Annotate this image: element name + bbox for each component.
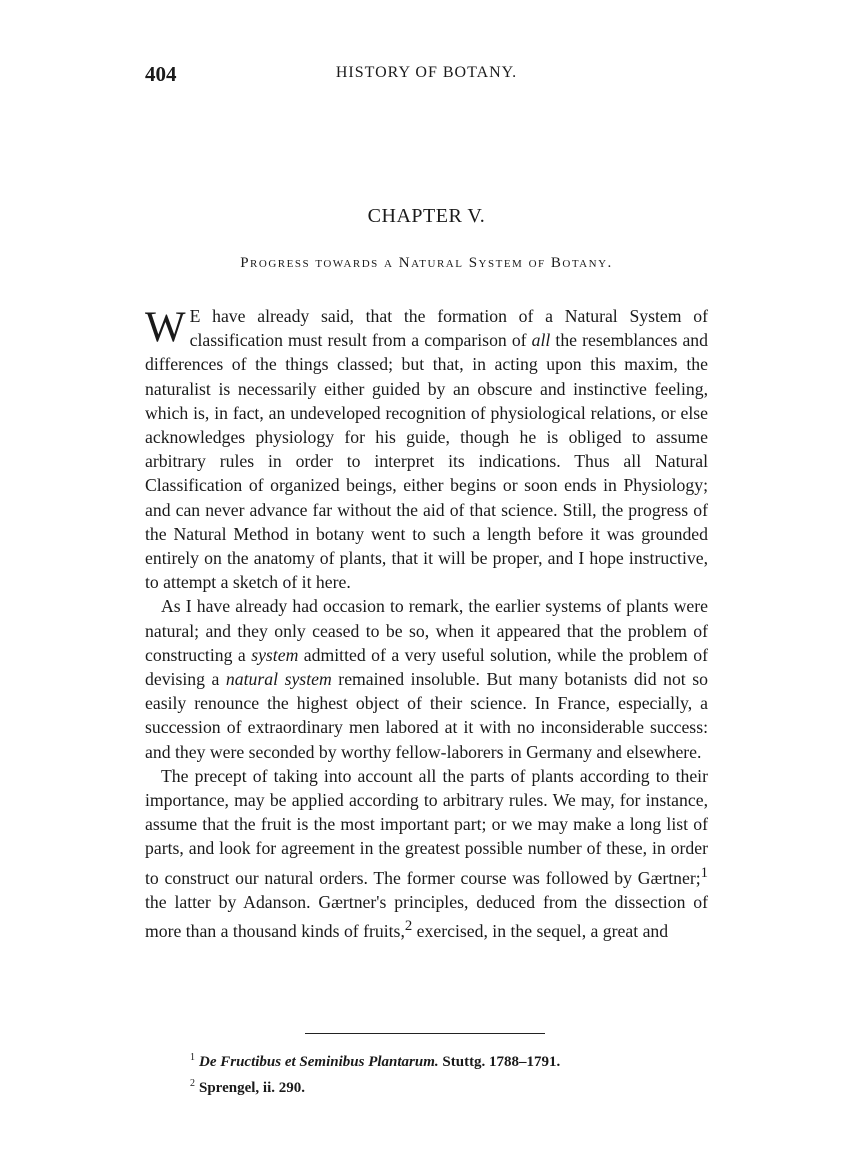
paragraph-3-text-b: the latter by Adanson. Gærtner's principles, deduced from the dissection of more than a thousand kinds of fruits,: [145, 891, 708, 941]
drop-cap: W: [145, 304, 186, 351]
paragraph-2-text-b: admitted of a very useful solution, while the problem of devising a: [145, 644, 708, 690]
chapter-title: CHAPTER V.: [367, 205, 486, 227]
paragraph-3-text-a: The precept of taking into account all the parts of plants according to their importance, may be applied according to arbitrary rules. We may, for instance, assume that the fruit is the most important part; or we may make a long list of parts, and look for agreement in the greatest possible number of these, in order to construct our natural orders. The former course was followed by Gærtner;: [145, 765, 708, 888]
chapter-subtitle: Progress towards a Natural System of Botany.: [240, 255, 613, 271]
paragraph-1: [145, 304, 708, 594]
footnote-mark: 2: [190, 1078, 195, 1089]
footnote-ref-2[interactable]: 2: [404, 917, 413, 934]
footnote-mark: 1: [190, 1052, 195, 1063]
running-head: HISTORY OF BOTANY.: [335, 64, 518, 81]
paragraph-2: [145, 594, 708, 763]
footnote-ref-1[interactable]: 1: [700, 864, 708, 881]
body-text: [145, 304, 708, 943]
page-header: [145, 62, 708, 90]
paragraph-1-emphasis: all: [531, 330, 551, 351]
page-number: 404: [145, 62, 177, 86]
footnote-2: [190, 1073, 710, 1099]
footnote-divider: [305, 1033, 545, 1034]
paragraph-2-text-c: remained insoluble. But many botanists did not so easily renounce the highest object of their science. In France, especially, a succession of extraordinary men labored at it with no inconsiderable success: and they were seconded by worthy fellow-laborers in Germany and elsewhere.: [145, 669, 708, 762]
paragraph-1-text-b: the resemblances and differences of the things classed; but that, in acting upon this maxim, the naturalist is necessarily either guided by an obscure and instinctive feeling, which is, in fact, an undeveloped recognition of physiological relations, or else acknowledges physiology for his guide, though he is obliged to assume arbitrary rules in order to interpret its indications. Thus all Natural Classification of organized beings, either begins or soon ends in Physiology; and can never advance far without the aid of that science. Still, the progress of the Natural Method in botany went to such a length before it was grounded entirely on the anatomy of plants, that it will be proper, and I hope instructive, to attempt a sketch of it here.: [145, 330, 708, 593]
paragraph-2-text-a: As I have already had occasion to remark, the earlier systems of plants were natural; and they only ceased to be so, when it appeared that the problem of constructing a: [145, 596, 708, 665]
footnote-1: [190, 1047, 710, 1073]
paragraph-2-emphasis-system: system: [251, 644, 299, 665]
paragraph-3-text-c: exercised, in the sequel, a great and: [412, 920, 669, 941]
footnote-text: Stuttg. 1788–1791.: [438, 1054, 561, 1070]
paragraph-1-text-a: E have already said, that the formation of a Natural System of classification must result from a comparison of: [189, 306, 708, 351]
footnote-text: Sprengel, ii. 290.: [199, 1080, 305, 1096]
paragraph-3: [145, 764, 708, 943]
paragraph-2-emphasis-natural-system: natural system: [225, 669, 332, 690]
footnotes: [190, 1047, 710, 1099]
footnote-title: De Fructibus et Seminibus Plantarum.: [199, 1054, 439, 1070]
